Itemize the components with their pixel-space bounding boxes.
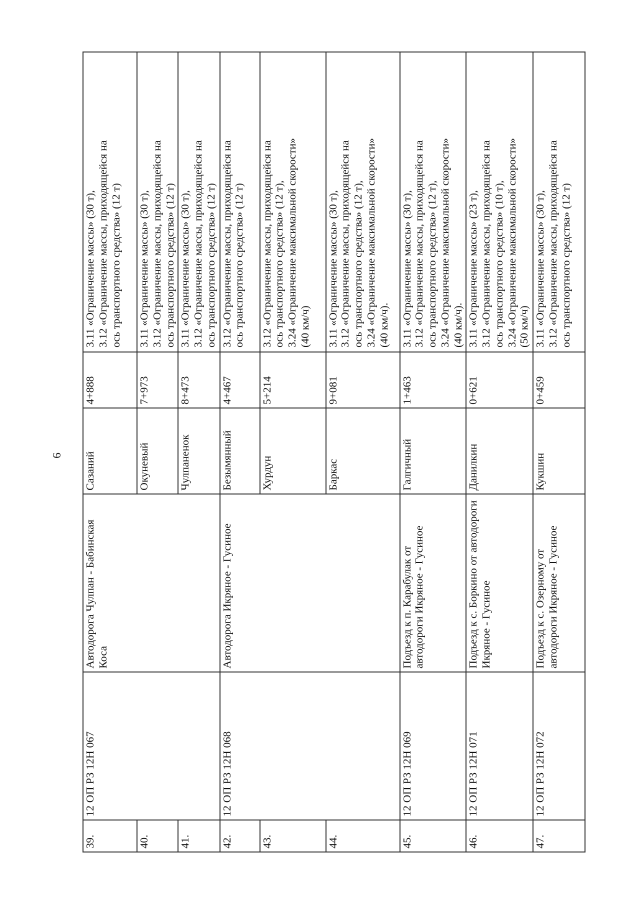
sign-line: 3.12 «Ограничение массы, приходящейся на [221,140,233,348]
sign-line: 3.12 «Ограничение массы, приходящейся на [339,140,352,348]
table-row [533,52,585,852]
sign-line: ось транспортного средства» (12 т), [273,180,286,348]
table-body [83,52,585,852]
road-signs [400,52,467,352]
bridge-name: Безымянный [220,408,260,494]
sign-line: 3.11 «Ограничение массы» (30 т), [401,190,413,348]
bridge-name: Галгичный [400,408,467,494]
kilometer-mark: 8+473 [178,352,219,408]
sign-line: 3.12 «Ограничение массы, приходящейся на [151,140,164,348]
bridge-name: Чулпаненок [178,408,219,494]
sign-line: 3.12 «Ограничение массы, приходящейся на [547,140,560,348]
kilometer-mark: 5+214 [260,352,326,408]
sign-line: 3.24 «Ограничение максимальной скорости» [286,138,299,348]
kilometer-mark: 9+081 [326,352,400,408]
sign-line: (40 км/ч). [452,302,464,348]
rotated-table-container [83,53,573,853]
kilometer-mark: 7+973 [137,352,178,408]
sign-line: ось транспортного средства» (12 т), [426,180,439,348]
sign-line: ось транспортного средства» (12 т) [164,183,176,348]
sign-line: 3.12 «Ограничение массы, приходящейся на [261,140,273,348]
row-number: 44. [326,820,400,852]
bridge-name: Сазаний [83,408,137,494]
road-signs [178,52,219,352]
sign-line: ось транспортного средства» (12 т) [110,183,122,348]
row-number: 45. [400,820,467,852]
road-name: Автодорога Икряное - Гусиное [220,494,400,672]
sign-line: ось транспортного средства» (12 т) [205,183,218,348]
sign-line: ось транспортного средства» (12 т), [352,180,365,348]
bridge-name: Окуневый [137,408,178,494]
road-signs [466,52,533,352]
row-number: 41. [178,820,219,852]
table-row [400,52,467,852]
kilometer-mark: 1+463 [400,352,467,408]
bridge-name: Кукшин [533,408,585,494]
sign-line: 3.11 «Ограничение массы» (30 т), [179,190,192,348]
sign-line: 3.12 «Ограничение массы, приходящейся на [192,140,205,348]
sign-line: (40 км/ч). [378,302,390,348]
road-signs [533,52,585,352]
road-name: Автодорога Чулпан - Бабинская Коса [83,494,220,672]
row-number: 40. [137,820,178,852]
kilometer-mark: 0+621 [466,352,533,408]
table-row [220,52,260,852]
sign-line: 3.11 «Ограничение массы» (30 т), [84,190,97,348]
sign-line: 3.24 «Ограничение максимальной скорости» [506,138,518,348]
row-number: 46. [466,820,533,852]
kilometer-mark: 4+467 [220,352,260,408]
sign-line: 3.11 «Ограничение массы» (23 т), [467,190,480,348]
sign-line: 3.12 «Ограничение массы, приходящейся на [480,140,493,348]
road-code: 12 ОП РЗ 12Н 067 [83,672,220,820]
sign-line: (40 км/ч) [299,305,312,348]
kilometer-mark: 4+888 [83,352,137,408]
row-number: 39. [83,820,137,852]
sign-line: 3.12 «Ограничение массы, приходящейся на [97,140,110,348]
road-code: 12 ОП РЗ 12Н 071 [466,672,533,820]
sign-line: 3.11 «Ограничение массы» (30 т), [534,190,547,348]
bridge-name: Баркас [326,408,400,494]
table-row [83,52,137,852]
row-number: 47. [533,820,585,852]
road-name: Подъезд к п. Карабулак от автодороги Икряное - Гусиное [400,494,467,672]
bridge-name: Хурдун [260,408,326,494]
row-number: 43. [260,820,326,852]
sign-line: ось транспортного средства» (12 т) [560,183,573,348]
table-row [466,52,533,852]
sign-line: 3.12 «Ограничение массы, приходящейся на [413,140,426,348]
road-code: 12 ОП РЗ 12Н 072 [533,672,585,820]
road-name: Подъезд к с. Озерному от автодороги Икряное - Гусиное [533,494,585,672]
road-signs [83,52,137,352]
road-signs [260,52,326,352]
sign-line: 3.11 «Ограничение массы» (30 т), [138,190,151,348]
sign-line: 3.11 «Ограничение массы» (30 т), [327,190,339,348]
road-signs [220,52,260,352]
bridge-name: Данилкин [466,408,533,494]
sign-line: (50 км/ч) [518,305,531,348]
page-number: 6 [49,452,64,459]
road-name: Подъезд к с. Боркино от автодороги Икряное - Гусиное [466,494,533,672]
row-number: 42. [220,820,260,852]
kilometer-mark: 0+459 [533,352,585,408]
bridges-table [83,52,586,853]
sign-line: 3.24 «Ограничение максимальной скорости» [439,138,452,348]
road-signs [137,52,178,352]
sign-line: 3.24 «Ограничение максимальной скорости» [365,138,378,348]
road-code: 12 ОП РЗ 12Н 069 [400,672,467,820]
road-code: 12 ОП РЗ 12Н 068 [220,672,400,820]
sign-line: ось транспортного средства» (12 т) [233,183,246,348]
road-signs [326,52,400,352]
sign-line: ось транспортного средства» (10 т), [493,180,506,348]
